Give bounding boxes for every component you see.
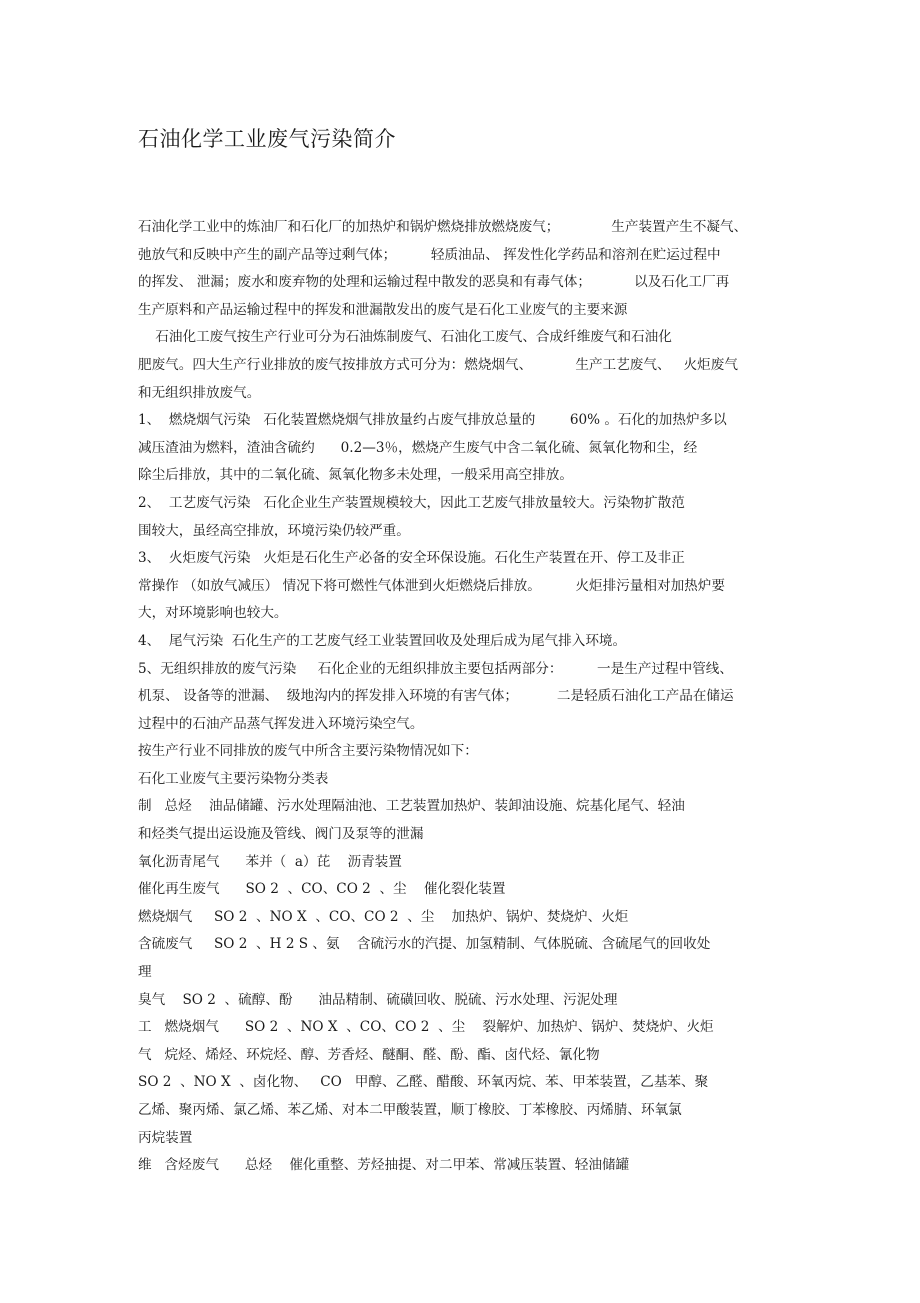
text-line: 围较大，虽经高空排放，环境污染仍较严重。 [138,522,410,539]
text-line: 丙烷装置 [138,1129,193,1146]
text-line: 石油化工废气按生产行业可分为石油炼制废气、石油化工废气、合成纤维废气和石油化 [138,329,672,346]
text-line: 和无组织排放废气。 [138,384,261,401]
text-line: 3、 火炬废气污染 火炬是石化生产必备的安全环保设施。石化生产装置在开、停工及非正 [138,550,685,567]
text-line: 按生产行业不同排放的废气中所含主要污染物情况如下： [138,743,478,760]
text-line: 石油化学工业中的炼油厂和石化厂的加热炉和锅炉燃烧排放燃烧废气； 生产装置产生不凝气、 [138,219,748,235]
text-line: 维 含烃废气 总烃 催化重整、芳烃抽提、对二甲苯、常减压装置、轻油储罐 [138,1157,630,1174]
text-line: 除尘后排放，其中的二氧化硫、氮氧化物多未处理，一般采用高空排放。 [138,467,573,484]
text-line: 机泵、 设备等的泄漏、 级地沟内的挥发排入环境的有害气体； 二是轻质石油化工产品在储运 [138,688,734,705]
text-line: 制 总烃 油品储罐、污水处理隔油池、工艺装置加热炉、装卸油设施、烷基化尾气、轻油 [138,798,685,815]
text-line: 燃烧烟气 SO 2 、NO X 、CO、CO 2 、尘 加热炉、锅炉、焚烧炉、火炬 [138,908,629,925]
text-line: 4、 尾气污染 石化生产的工艺废气经工业装置回收及处理后成为尾气排入环境。 [138,632,627,649]
text-line: 的挥发、 泄漏；废水和废弃物的处理和运输过程中散发的恶臭和有毒气体； 以及石化工厂再 [138,274,730,291]
document-body [138,214,788,1180]
text-line: 常操作 （如放气减压） 情况下将可燃性气体泄到火炬燃烧后排放。 火炬排污量相对加热炉要 [138,577,725,594]
text-line: 臭气 SO 2 、硫醇、酚 油品精制、硫磺回收、脱硫、污水处理、污泥处理 [138,991,618,1008]
document-title: 石油化学工业废气污染简介 [138,127,396,151]
text-line: 1、 燃烧烟气污染 石化装置燃烧烟气排放量约占废气排放总量的 60% 。石化的加热炉多以 [138,412,727,429]
text-line: 2、 工艺废气污染 石化企业生产装置规模较大，因此工艺废气排放量较大。污染物扩散范 [138,494,685,511]
text-line: 过程中的石油产品蒸气挥发进入环境污染空气。 [138,715,424,732]
text-line: 石化工业废气主要污染物分类表 [138,770,329,787]
text-line: 催化再生废气 SO 2 、CO、CO 2 、尘 催化裂化装置 [138,881,506,898]
text-line: 大，对环境影响也较大。 [138,605,288,622]
text-line: 肥废气。四大生产行业排放的废气按排放方式可分为：燃烧烟气、 生产工艺废气、 火炬废气 [138,356,738,373]
text-line: 生产原料和产品运输过程中的挥发和泄漏散发出的废气是石化工业废气的主要来源 [138,301,628,318]
text-line: SO 2 、NO X 、卤化物、 CO 甲醇、乙醛、醋酸、环氧丙烷、苯、甲苯装置，乙基苯、聚 [138,1074,709,1091]
text-line: 氧化沥青尾气 苯并（ a）芘 沥青装置 [138,853,402,870]
text-line: 弛放气和反映中产生的副产品等过剩气体； 轻质油品、 挥发性化学药品和溶剂在贮运过程中 [138,246,721,263]
text-line: 含硫废气 SO 2 、H 2 S 、氨 含硫污水的汽提、加氢精制、气体脱硫、含硫尾气的回收处 [138,936,711,953]
text-line: 气 烷烃、烯烃、环烷烃、醇、芳香烃、醚酮、醛、酚、酯、卤代烃、氰化物 [138,1046,600,1063]
text-line: 和烃类气提出运设施及管线、阀门及泵等的泄漏 [138,826,424,843]
text-line: 理 [138,964,152,981]
text-line: 5、无组织排放的废气污染 石化企业的无组织排放主要包括两部分： 一是生产过程中管线、 [138,660,733,677]
text-line: 工 燃烧烟气 SO 2 、NO X 、CO、CO 2 、尘 裂解炉、加热炉、锅炉、焚烧炉、火炬 [138,1019,714,1036]
text-line: 减压渣油为燃料，渣油含硫约 0.2—3％，燃烧产生废气中含二氧化硫、氮氧化物和尘，经 [138,439,698,456]
text-line: 乙烯、聚丙烯、氯乙烯、苯乙烯、对本二甲酸装置，顺丁橡胶、丁苯橡胶、丙烯腈、环氧氯 [138,1102,682,1118]
